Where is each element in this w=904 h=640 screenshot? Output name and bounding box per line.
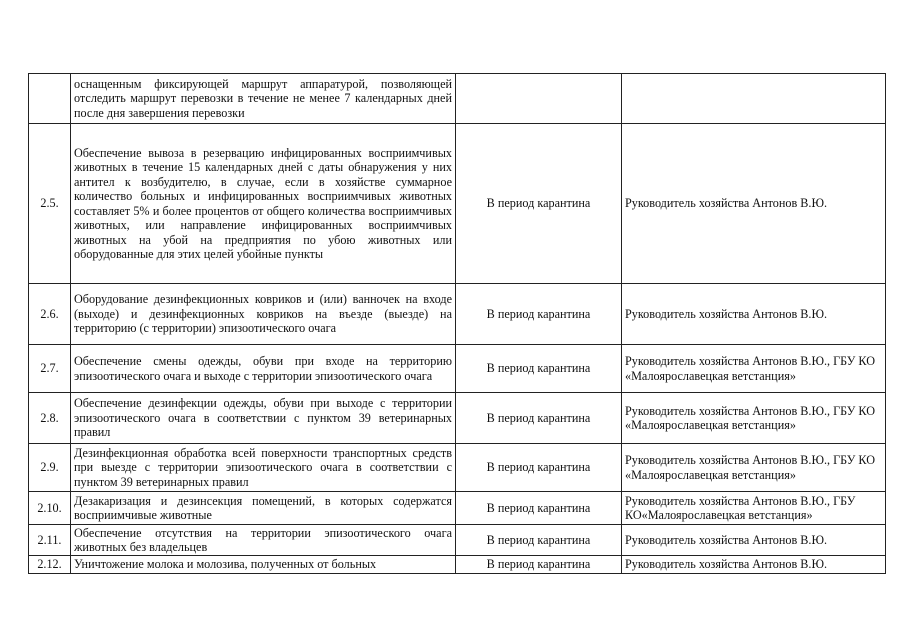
term-cell: В период карантина <box>456 525 622 556</box>
term-cell: В период карантина <box>456 444 622 492</box>
row-number <box>29 74 71 124</box>
table-row <box>29 556 886 574</box>
term-cell: В период карантина <box>456 393 622 444</box>
term-cell: В период карантина <box>456 556 622 574</box>
responsible-cell: Руководитель хозяйства Антонов В.Ю. <box>622 525 886 556</box>
row-number: 2.7. <box>29 345 71 393</box>
table-row <box>29 444 886 492</box>
table-row <box>29 74 886 124</box>
responsible-cell: Руководитель хозяйства Антонов В.Ю. <box>622 556 886 574</box>
responsible-cell: Руководитель хозяйства Антонов В.Ю., ГБУ КО «Малоярославецкая ветстанция» <box>622 444 886 492</box>
table-row <box>29 345 886 393</box>
measure-text: Дезакаризация и дезинсекция помещений, в которых содержатся восприимчивые животные <box>71 492 456 525</box>
row-number: 2.10. <box>29 492 71 525</box>
term-cell: В период карантина <box>456 345 622 393</box>
responsible-cell: Руководитель хозяйства Антонов В.Ю., ГБУ КО«Малоярославецкая ветстанция» <box>622 492 886 525</box>
row-number: 2.12. <box>29 556 71 574</box>
table-row <box>29 284 886 345</box>
table-row <box>29 124 886 284</box>
measure-text: оснащенным фиксирующей маршрут аппаратурой, позволяющей отследить маршрут перевозки в течение не менее 7 календарных дней после дня завершения перевозки <box>71 74 456 124</box>
measure-text: Оборудование дезинфекционных ковриков и (или) ванночек на входе (выходе) и дезинфекционных ковриков на въезде (выезде) на территорию (с территории) эпизоотического очага <box>71 284 456 345</box>
measures-table <box>28 73 886 574</box>
measure-text: Уничтожение молока и молозива, полученных от больных <box>71 556 456 574</box>
row-number: 2.8. <box>29 393 71 444</box>
measure-text: Обеспечение отсутствия на территории эпизоотического очага животных без владельцев <box>71 525 456 556</box>
measure-text: Обеспечение дезинфекции одежды, обуви при выходе с территории эпизоотического очага в соответствии с пунктом 39 ветеринарных правил <box>71 393 456 444</box>
table-row <box>29 525 886 556</box>
table-row <box>29 393 886 444</box>
row-number: 2.11. <box>29 525 71 556</box>
responsible-cell: Руководитель хозяйства Антонов В.Ю., ГБУ КО «Малоярославецкая ветстанция» <box>622 345 886 393</box>
measure-text: Обеспечение смены одежды, обуви при входе на территорию эпизоотического очага и выходе с территории эпизоотического очага <box>71 345 456 393</box>
responsible-cell <box>622 74 886 124</box>
measure-text: Дезинфекционная обработка всей поверхности транспортных средств при выезде с территории эпизоотического очага в соответствии с пунктом 39 ветеринарных правил <box>71 444 456 492</box>
term-cell: В период карантина <box>456 124 622 284</box>
term-cell: В период карантина <box>456 492 622 525</box>
measure-text: Обеспечение вывоза в резервацию инфицированных восприимчивых животных в течение 15 календарных дней с даты обнаружения у них антител к возбудителю, в случае, если в хозяйстве суммарное количество больных и инфицированных восприимчивых животных составляет 5% и более процентов от общего количества восприимчивых животных, или направление инфицированных восприимчивых животных на убой на предприятия по убою животных или оборудованные для этих целей убойные пункты <box>71 124 456 284</box>
responsible-cell: Руководитель хозяйства Антонов В.Ю. <box>622 124 886 284</box>
row-number: 2.9. <box>29 444 71 492</box>
term-cell <box>456 74 622 124</box>
term-cell: В период карантина <box>456 284 622 345</box>
row-number: 2.5. <box>29 124 71 284</box>
responsible-cell: Руководитель хозяйства Антонов В.Ю. <box>622 284 886 345</box>
table-row <box>29 492 886 525</box>
row-number: 2.6. <box>29 284 71 345</box>
responsible-cell: Руководитель хозяйства Антонов В.Ю., ГБУ КО «Малоярославецкая ветстанция» <box>622 393 886 444</box>
